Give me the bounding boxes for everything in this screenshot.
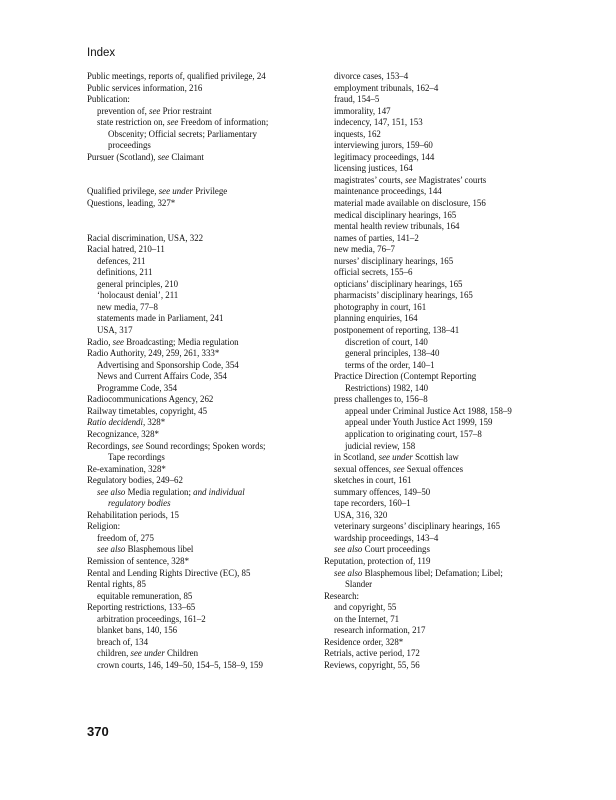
index-entry bbox=[324, 152, 549, 164]
index-entry-text: Religion: bbox=[87, 521, 121, 532]
index-entry-text: Court proceedings bbox=[362, 544, 430, 555]
index-entry-italic-text: see under bbox=[130, 648, 165, 659]
index-entry-text: maintenance proceedings, 144 bbox=[334, 186, 442, 197]
index-entry-text: Reporting restrictions, 133–65 bbox=[87, 602, 196, 613]
index-entry-text: state restriction on, bbox=[97, 117, 167, 128]
index-entry bbox=[87, 602, 312, 614]
index-column-left bbox=[87, 71, 312, 671]
index-entry bbox=[87, 279, 312, 291]
index-entry bbox=[324, 325, 549, 337]
index-entry bbox=[324, 348, 549, 360]
index-entry-text: Radiocommunications Agency, 262 bbox=[87, 394, 214, 405]
index-entry bbox=[87, 441, 312, 453]
index-entry-text: opticians’ disciplinary hearings, 165 bbox=[334, 278, 463, 289]
index-entry-text: and copyright, 55 bbox=[334, 602, 397, 613]
index-entry-italic-text: see bbox=[393, 463, 405, 474]
index-entry bbox=[87, 117, 312, 129]
index-entry-text: medical disciplinary hearings, 165 bbox=[334, 209, 457, 220]
index-entry-text: Qualified privilege, bbox=[87, 186, 159, 197]
index-entry-text: Broadcasting; Media regulation bbox=[123, 336, 239, 347]
index-entry-text: definitions, 211 bbox=[97, 267, 153, 278]
index-entry bbox=[87, 83, 312, 95]
index-entry bbox=[324, 210, 549, 222]
blank-line bbox=[87, 221, 312, 233]
index-entry-italic-text: see also bbox=[334, 544, 363, 555]
index-entry bbox=[87, 452, 312, 464]
index-entry-italic-text: see bbox=[167, 117, 179, 128]
index-entry-text: interviewing jurors, 159–60 bbox=[334, 140, 433, 151]
index-entry bbox=[324, 660, 549, 672]
index-entry-text: Pursuer (Scotland), bbox=[87, 151, 158, 162]
index-entry-text: Children bbox=[164, 648, 199, 659]
index-entry-text: Railway timetables, copyright, 45 bbox=[87, 405, 208, 416]
index-entry-text: Programme Code, 354 bbox=[97, 382, 178, 393]
index-entry-text: veterinary surgeons’ disciplinary hearings, 165 bbox=[334, 521, 501, 532]
index-entry bbox=[324, 544, 549, 556]
index-entry bbox=[87, 533, 312, 545]
index-entry-text: , 328* bbox=[142, 417, 166, 428]
index-entry-text: pharmacists’ disciplinary hearings, 165 bbox=[334, 290, 473, 301]
index-entry-italic-text: see bbox=[131, 440, 144, 451]
index-entry-italic-text: Ratio decidendi bbox=[87, 417, 143, 428]
index-entry bbox=[324, 221, 549, 233]
index-entry-text: USA, 316, 320 bbox=[334, 509, 388, 520]
index-entry-text: Freedom of information; bbox=[178, 117, 269, 128]
index-entry bbox=[324, 83, 549, 95]
index-entry-text: Obscenity; Official secrets; Parliamentary bbox=[108, 128, 257, 139]
index-entry bbox=[87, 648, 312, 660]
index-entry bbox=[87, 233, 312, 245]
index-entry-text: planning enquiries, 164 bbox=[334, 313, 418, 324]
index-entry-text: blanket bans, 140, 156 bbox=[97, 625, 178, 636]
index-entry bbox=[87, 429, 312, 441]
index-entry bbox=[324, 371, 549, 383]
index-entry bbox=[324, 475, 549, 487]
index-entry bbox=[87, 256, 312, 268]
index-entry-text: nurses’ disciplinary hearings, 165 bbox=[334, 255, 454, 266]
index-entry-text: Racial hatred, 210–11 bbox=[87, 244, 165, 255]
index-entry-text: equitable remuneration, 85 bbox=[97, 590, 193, 601]
index-entry-text: wardship proceedings, 143–4 bbox=[334, 532, 439, 543]
index-entry bbox=[324, 175, 549, 187]
index-entry-text: Tape recordings bbox=[108, 452, 165, 463]
index-entry-text: Privilege bbox=[192, 186, 228, 197]
index-entry-text: Radio, bbox=[87, 336, 113, 347]
index-entry bbox=[87, 510, 312, 522]
index-entry-text: Questions, leading, 327* bbox=[87, 198, 176, 209]
index-entry bbox=[87, 94, 312, 106]
index-entry-text: Media regulation; bbox=[125, 486, 194, 497]
index-entry-text: material made available on disclosure, 156 bbox=[334, 198, 486, 209]
index-entry-text: general principles, 210 bbox=[97, 278, 179, 289]
blank-line bbox=[87, 163, 312, 175]
index-entry-text: fraud, 154–5 bbox=[334, 94, 380, 105]
index-entry-text: Residence order, 328* bbox=[324, 636, 404, 647]
index-entry-text: research information, 217 bbox=[334, 625, 426, 636]
index-column-right bbox=[324, 71, 549, 671]
index-entry-text: employment tribunals, 162–4 bbox=[334, 82, 439, 93]
index-entry bbox=[87, 244, 312, 256]
index-entry bbox=[324, 625, 549, 637]
index-entry bbox=[324, 579, 549, 591]
index-entry bbox=[87, 186, 312, 198]
index-entry-text: appeal under Youth Justice Act 1999, 159 bbox=[345, 417, 493, 428]
index-entry-text: Blasphemous libel; Defamation; Libel; bbox=[362, 567, 503, 578]
index-entry-italic-text: and individual bbox=[193, 486, 245, 497]
index-entry-text: names of parties, 141–2 bbox=[334, 232, 419, 243]
index-entry-text: crown courts, 146, 149–50, 154–5, 158–9, 159 bbox=[97, 659, 263, 670]
index-entry-text: appeal under Criminal Justice Act 1988, 158–9 bbox=[345, 405, 512, 416]
index-entry-text: terms of the order, 140–1 bbox=[345, 359, 435, 370]
index-entry bbox=[87, 106, 312, 118]
index-entry-text: Racial discrimination, USA, 322 bbox=[87, 232, 204, 243]
index-entry bbox=[324, 71, 549, 83]
index-entry-italic-text: see also bbox=[97, 486, 126, 497]
index-entry-text: prevention of, bbox=[97, 105, 150, 116]
index-entry-text: photography in court, 161 bbox=[334, 301, 427, 312]
index-entry bbox=[87, 325, 312, 337]
index-entry bbox=[87, 290, 312, 302]
index-entry-italic-text: see under bbox=[158, 186, 193, 197]
index-entry bbox=[324, 510, 549, 522]
index-entry bbox=[324, 279, 549, 291]
index-entry bbox=[324, 498, 549, 510]
index-entry bbox=[87, 348, 312, 360]
index-entry bbox=[324, 452, 549, 464]
index-entry-text: immorality, 147 bbox=[334, 105, 391, 116]
index-entry bbox=[87, 498, 312, 510]
index-entry bbox=[324, 94, 549, 106]
index-entry-text: judicial review, 158 bbox=[345, 440, 416, 451]
index-entry-text: Public meetings, reports of, qualified privilege, 24 bbox=[87, 71, 266, 81]
index-entry-text: Re-examination, 328* bbox=[87, 463, 166, 474]
index-entry bbox=[324, 556, 549, 568]
index-entry-text: press challenges to, 156–8 bbox=[334, 394, 428, 405]
index-entry bbox=[87, 337, 312, 349]
index-entry bbox=[324, 383, 549, 395]
index-entry bbox=[324, 186, 549, 198]
index-entry bbox=[324, 602, 549, 614]
index-entry-text: Slander bbox=[345, 579, 373, 590]
index-entry-text: sexual offences, bbox=[334, 463, 394, 474]
index-entry-text: Rehabilitation periods, 15 bbox=[87, 509, 179, 520]
index-entry-text: Claimant bbox=[169, 151, 204, 162]
index-entry bbox=[324, 129, 549, 141]
index-entry-text: in Scotland, bbox=[334, 452, 379, 463]
index-entry bbox=[324, 337, 549, 349]
index-entry-text: children, bbox=[97, 648, 131, 659]
index-entry-text: licensing justices, 164 bbox=[334, 163, 413, 174]
index-entry bbox=[87, 152, 312, 164]
index-entry-italic-text: regulatory bodies bbox=[108, 498, 171, 509]
index-entry-text: arbitration proceedings, 161–2 bbox=[97, 613, 206, 624]
index-entry bbox=[324, 429, 549, 441]
index-entry bbox=[87, 579, 312, 591]
index-entry bbox=[87, 544, 312, 556]
index-entry bbox=[87, 360, 312, 372]
index-entry bbox=[324, 521, 549, 533]
index-entry bbox=[87, 464, 312, 476]
index-entry bbox=[324, 533, 549, 545]
index-entry bbox=[324, 106, 549, 118]
index-entry bbox=[324, 614, 549, 626]
index-entry-text: Remission of sentence, 328* bbox=[87, 555, 190, 566]
blank-line bbox=[87, 210, 312, 222]
index-entry bbox=[324, 441, 549, 453]
index-entry bbox=[324, 591, 549, 603]
index-entry-text: News and Current Affairs Code, 354 bbox=[97, 371, 227, 382]
index-entry bbox=[324, 163, 549, 175]
index-entry-text: new media, 76–7 bbox=[334, 244, 395, 255]
index-entry bbox=[324, 233, 549, 245]
index-entry-text: proceedings bbox=[108, 140, 151, 151]
index-entry-text: Rental rights, 85 bbox=[87, 579, 146, 590]
index-entry bbox=[324, 360, 549, 372]
index-entry-text: Restrictions) 1982, 140 bbox=[345, 382, 429, 393]
index-entry-text: Reputation, protection of, 119 bbox=[324, 555, 431, 566]
index-entry-text: USA, 317 bbox=[97, 325, 133, 336]
index-entry-text: Sound recordings; Spoken words; bbox=[143, 440, 266, 451]
index-entry-italic-text: see also bbox=[97, 544, 126, 555]
index-entry-text: Reviews, copyright, 55, 56 bbox=[324, 659, 420, 670]
index-entry-text: Retrials, active period, 172 bbox=[324, 648, 420, 659]
index-entry bbox=[87, 487, 312, 499]
index-entry bbox=[87, 637, 312, 649]
index-entry-text: Sexual offences bbox=[404, 463, 464, 474]
index-entry-text: summary offences, 149–50 bbox=[334, 486, 431, 497]
index-entry bbox=[87, 660, 312, 672]
index-entry-text: Rental and Lending Rights Directive (EC), 85 bbox=[87, 567, 251, 578]
index-entry-text: official secrets, 155–6 bbox=[334, 267, 413, 278]
index-entry bbox=[324, 464, 549, 476]
index-entry bbox=[87, 625, 312, 637]
index-entry-text: magistrates’ courts, bbox=[334, 174, 406, 185]
index-entry bbox=[324, 637, 549, 649]
index-entry-text: Magistrates’ courts bbox=[416, 174, 487, 185]
index-entry-text: sketches in court, 161 bbox=[334, 475, 412, 486]
blank-line bbox=[87, 175, 312, 187]
index-entry-text: ‘holocaust denial’, 211 bbox=[97, 290, 179, 301]
index-entry-italic-text: see bbox=[405, 174, 417, 185]
index-entry bbox=[324, 290, 549, 302]
index-entry bbox=[87, 591, 312, 603]
index-entry-text: on the Internet, 71 bbox=[334, 613, 400, 624]
index-entry-italic-text: see bbox=[112, 336, 124, 347]
index-entry bbox=[324, 648, 549, 660]
index-entry-text: new media, 77–8 bbox=[97, 301, 158, 312]
index-entry bbox=[324, 198, 549, 210]
index-entry bbox=[87, 614, 312, 626]
page-number: 370 bbox=[87, 724, 109, 739]
index-entry-text: discretion of court, 140 bbox=[345, 336, 428, 347]
index-entry bbox=[324, 313, 549, 325]
index-entry bbox=[87, 475, 312, 487]
index-entry bbox=[87, 371, 312, 383]
index-entry-text: breach of, 134 bbox=[97, 636, 149, 647]
index-entry bbox=[324, 568, 549, 580]
index-entry bbox=[87, 406, 312, 418]
index-entry bbox=[87, 313, 312, 325]
index-entry-text: divorce cases, 153–4 bbox=[334, 71, 409, 81]
index-entry-text: defences, 211 bbox=[97, 255, 146, 266]
index-entry bbox=[324, 417, 549, 429]
index-entry-italic-text: see bbox=[149, 105, 161, 116]
index-entry-text: application to originating court, 157–8 bbox=[345, 428, 482, 439]
index-entry bbox=[324, 302, 549, 314]
index-entry bbox=[324, 117, 549, 129]
index-entry bbox=[324, 244, 549, 256]
index-entry bbox=[87, 556, 312, 568]
index-entry-text: Advertising and Sponsorship Code, 354 bbox=[97, 359, 239, 370]
index-entry bbox=[324, 267, 549, 279]
index-entry-text: Prior restraint bbox=[160, 105, 212, 116]
index-entry-text: statements made in Parliament, 241 bbox=[97, 313, 224, 324]
index-entry bbox=[87, 129, 312, 141]
index-entry-text: Publication: bbox=[87, 94, 130, 105]
index-entry-italic-text: see bbox=[157, 151, 170, 162]
index-entry bbox=[324, 394, 549, 406]
index-entry-text: Practice Direction (Contempt Reporting bbox=[334, 371, 477, 382]
index-entry-text: inquests, 162 bbox=[334, 128, 381, 139]
index-entry-text: Recognizance, 328* bbox=[87, 428, 159, 439]
index-entry bbox=[87, 417, 312, 429]
index-entry-text: Research: bbox=[324, 590, 359, 601]
index-entry bbox=[87, 521, 312, 533]
index-entry-text: legitimacy proceedings, 144 bbox=[334, 151, 435, 162]
index-entry-text: mental health review tribunals, 164 bbox=[334, 221, 460, 232]
index-entry bbox=[87, 383, 312, 395]
index-entry-text: Recordings, bbox=[87, 440, 132, 451]
index-entry-text: general principles, 138–40 bbox=[345, 348, 440, 359]
index-entry bbox=[87, 394, 312, 406]
index-entry bbox=[87, 267, 312, 279]
index-entry bbox=[87, 198, 312, 210]
running-header: Index bbox=[87, 47, 116, 59]
index-entry-italic-text: see under bbox=[378, 452, 413, 463]
index-entry bbox=[87, 568, 312, 580]
index-entry-text: Scottish law bbox=[412, 452, 459, 463]
index-entry-text: postponement of reporting, 138–41 bbox=[334, 325, 460, 336]
index-entry-text: Radio Authority, 249, 259, 261, 333* bbox=[87, 348, 220, 359]
index-entry bbox=[87, 140, 312, 152]
index-entry-text: Public services information, 216 bbox=[87, 82, 203, 93]
index-entry bbox=[87, 71, 312, 83]
index-entry bbox=[324, 406, 549, 418]
index-entry bbox=[87, 302, 312, 314]
index-entry bbox=[324, 256, 549, 268]
index-entry bbox=[324, 487, 549, 499]
index-entry-text: Blasphemous libel bbox=[125, 544, 194, 555]
index-entry bbox=[324, 140, 549, 152]
index-entry-text: freedom of, 275 bbox=[97, 532, 154, 543]
index-entry-italic-text: see also bbox=[334, 567, 363, 578]
index-entry-text: Regulatory bodies, 249–62 bbox=[87, 475, 183, 486]
index-entry-text: indecency, 147, 151, 153 bbox=[334, 117, 423, 128]
index-entry-text: tape recorders, 160–1 bbox=[334, 498, 411, 509]
